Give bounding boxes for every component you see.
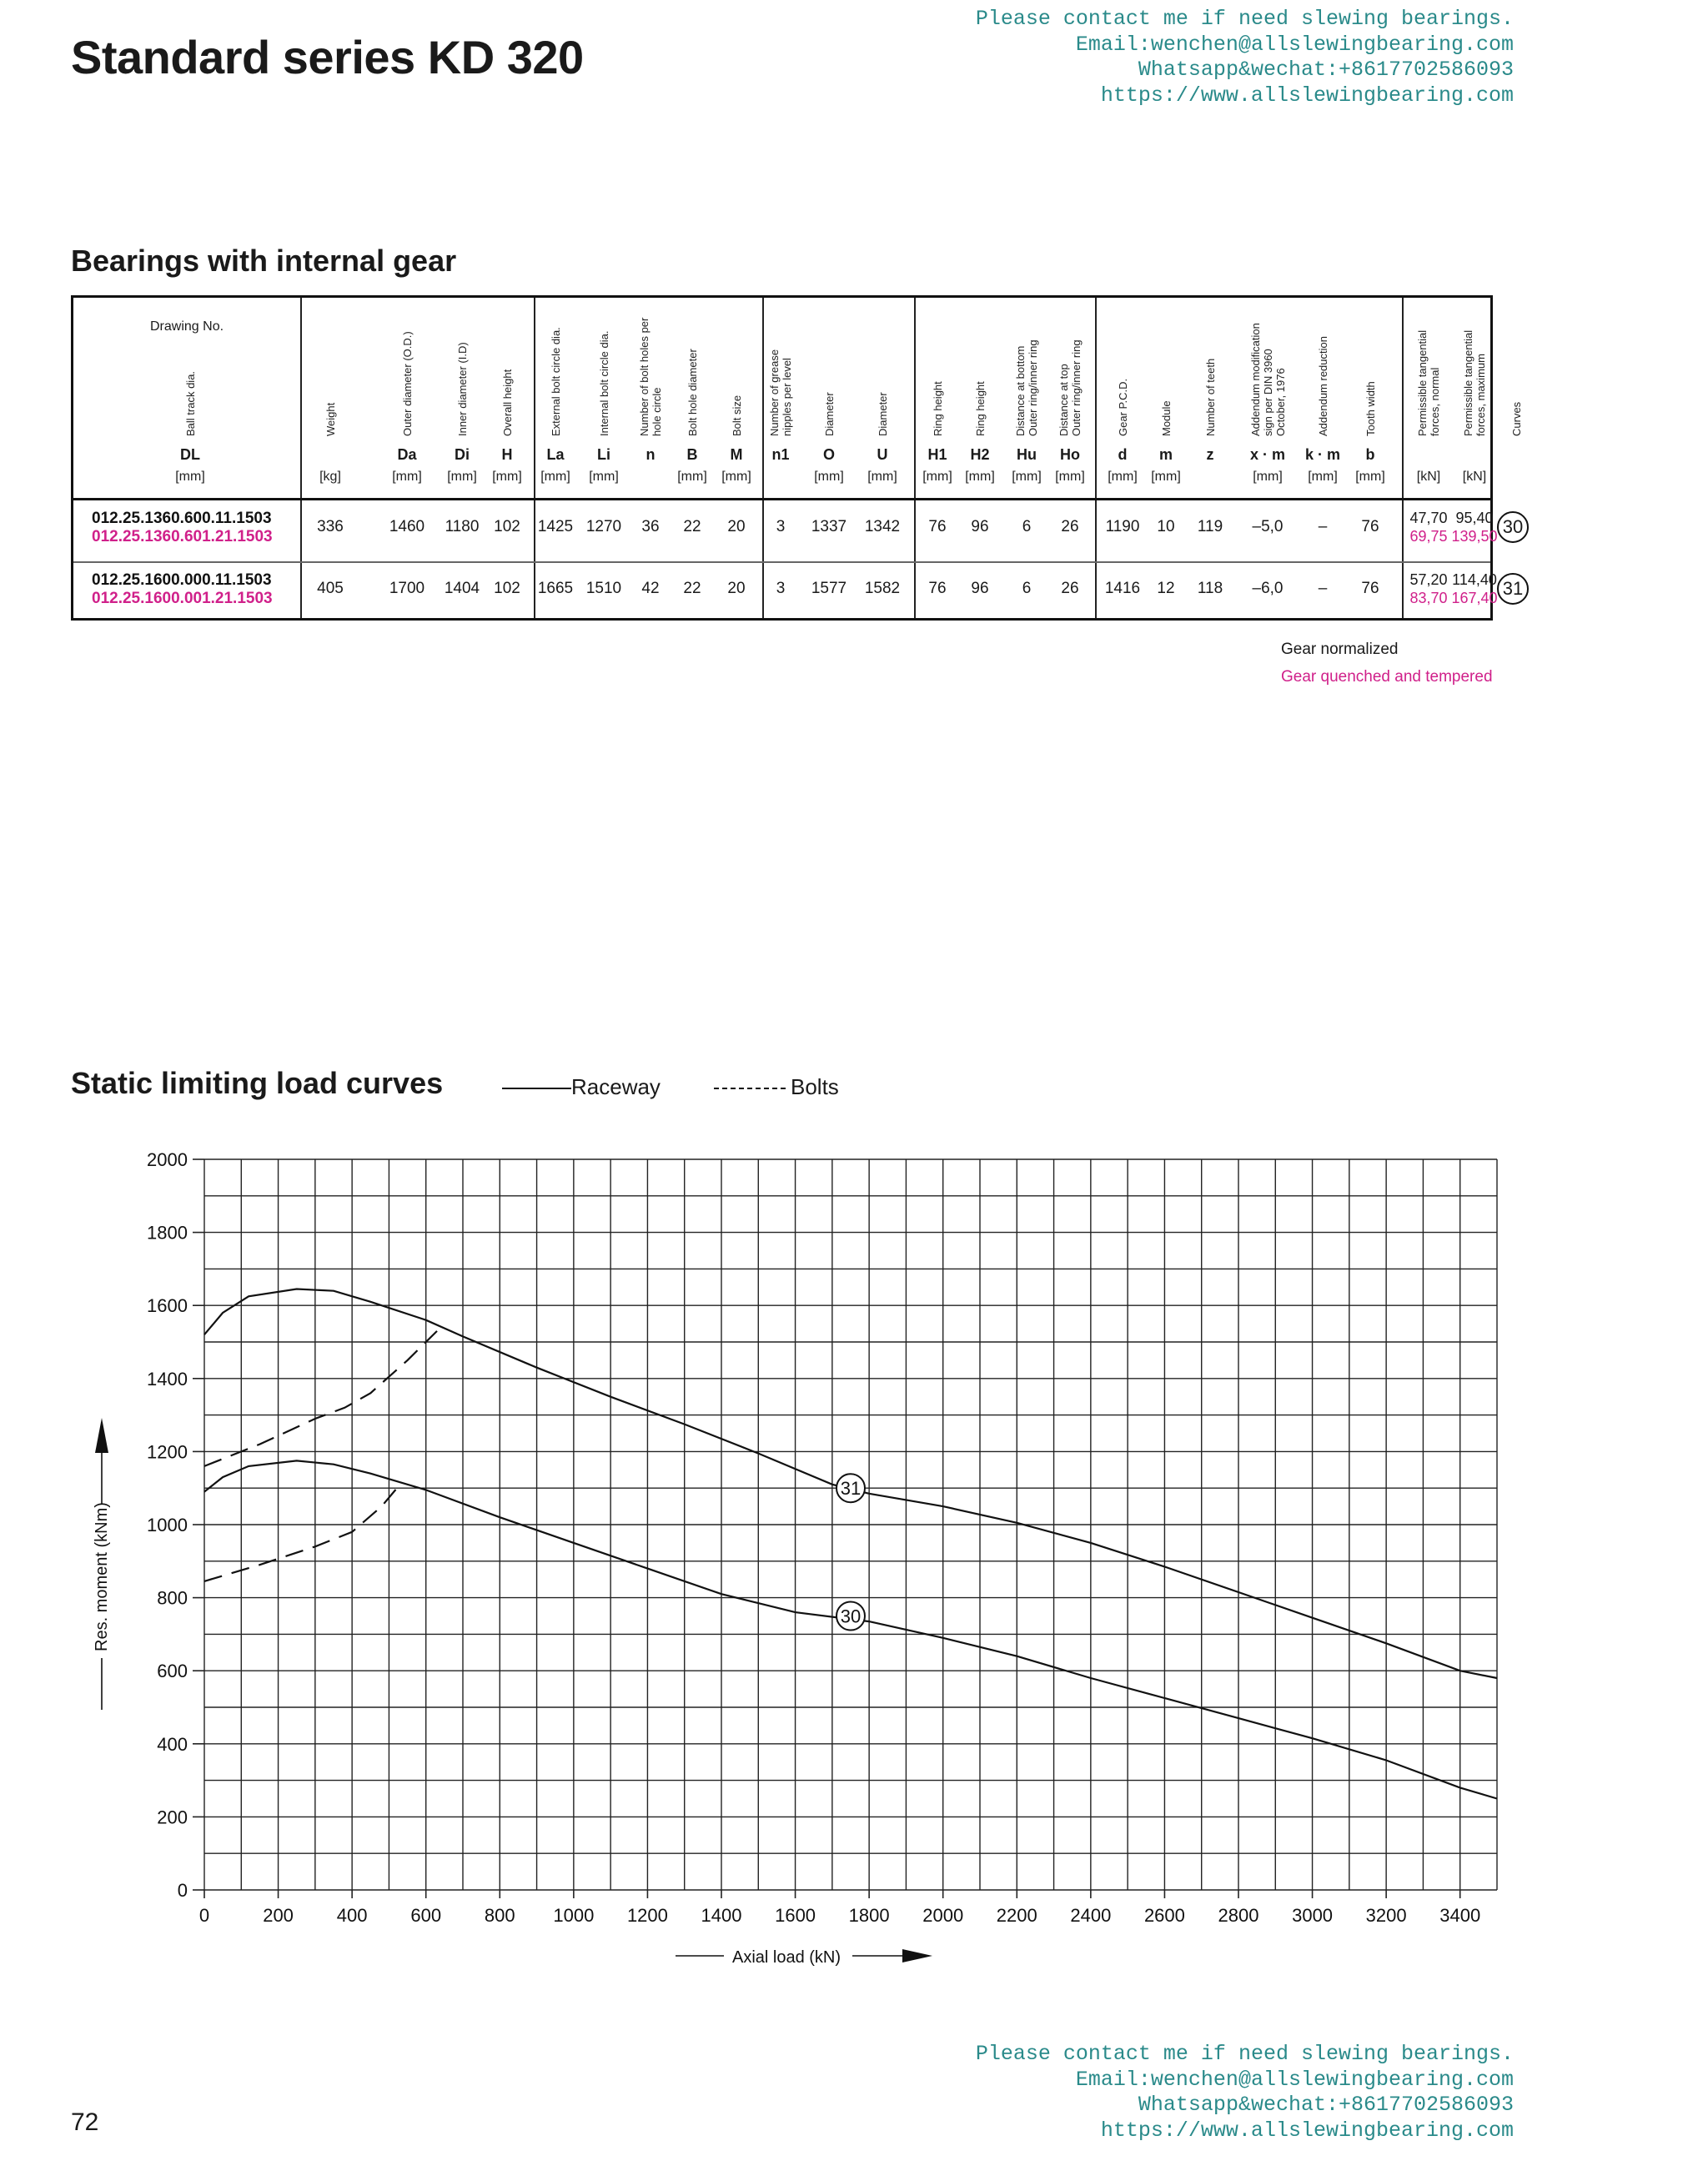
series-bolts-line bbox=[204, 1331, 437, 1466]
page-title: Standard series KD 320 bbox=[71, 31, 584, 83]
column-header-symbol: La bbox=[546, 446, 565, 463]
table-cell: 1510 bbox=[585, 580, 622, 597]
x-tick-label: 1200 bbox=[626, 1905, 668, 1926]
x-axis-arrow-head bbox=[902, 1949, 932, 1962]
column-header-unit: [mm] bbox=[965, 470, 995, 484]
table-cell: 102 bbox=[494, 518, 520, 535]
part-number-normalized: 012.25.1600.000.11.1503 bbox=[92, 571, 272, 589]
chart-title: Static limiting load curves bbox=[71, 1066, 444, 1100]
y-axis-arrow-head bbox=[95, 1418, 108, 1453]
contact-line: Please contact me if need slewing bearings. bbox=[975, 7, 1514, 31]
column-header-desc: Permissible tangential forces, normal bbox=[1416, 329, 1441, 436]
bearing-table bbox=[71, 295, 1524, 621]
column-header-symbol: n1 bbox=[771, 446, 790, 463]
x-tick-label: 2600 bbox=[1143, 1905, 1185, 1926]
table-heading: Bearings with internal gear bbox=[71, 244, 457, 278]
table-cell: 1425 bbox=[537, 518, 574, 535]
table-cell: 1700 bbox=[389, 580, 425, 597]
column-header-desc: Number of bolt holes per hole circle bbox=[638, 317, 663, 436]
table-cell: 1404 bbox=[444, 580, 480, 597]
column-header-desc: Distance at bottom Outer ring/inner ring bbox=[1014, 339, 1039, 436]
column-header-desc: Gear P.C.D. bbox=[1116, 378, 1129, 436]
table-cell: 22 bbox=[683, 580, 701, 597]
column-header-symbol: k · m bbox=[1304, 446, 1340, 463]
contact-url: https://www.allslewingbearing.com bbox=[1100, 83, 1514, 108]
column-header-desc: Bolt hole diameter bbox=[686, 349, 699, 436]
table-cell: 26 bbox=[1061, 580, 1079, 597]
column-header-symbol: Hu bbox=[1017, 446, 1037, 463]
table-cell: 76 bbox=[1361, 580, 1379, 597]
column-header-unit: [mm] bbox=[540, 470, 570, 484]
table-cell: – bbox=[1318, 518, 1328, 535]
x-tick-label: 1800 bbox=[848, 1905, 890, 1926]
curve-reference-badge: 30 bbox=[1497, 511, 1529, 543]
column-header-unit: [mm] bbox=[175, 470, 205, 484]
table-cell: 119 bbox=[1197, 518, 1223, 535]
tangential-force-quenched: 167,40 bbox=[1451, 590, 1498, 606]
column-header-symbol: O bbox=[822, 446, 835, 463]
note-gear-quenched: Gear quenched and tempered bbox=[1281, 668, 1493, 686]
table-cell: 6 bbox=[1022, 580, 1032, 597]
column-header-desc: Number of teeth bbox=[1203, 358, 1217, 436]
column-header-desc: Addendum reduction bbox=[1316, 336, 1329, 436]
column-header-desc: Permissible tangential forces, maximum bbox=[1462, 329, 1487, 436]
table-row-divider bbox=[73, 498, 1490, 500]
part-number-quenched: 012.25.1360.601.21.1503 bbox=[92, 528, 273, 545]
table-cell: – bbox=[1318, 580, 1328, 597]
table-cell: 3 bbox=[776, 580, 786, 597]
table-cell: 20 bbox=[727, 518, 746, 535]
table-cell: 36 bbox=[641, 518, 660, 535]
column-header-unit: [kg] bbox=[319, 470, 341, 484]
table-cell: 96 bbox=[971, 580, 989, 597]
table-cell: 1190 bbox=[1105, 518, 1140, 535]
column-header-desc: Ring height bbox=[931, 381, 944, 436]
part-number-normalized: 012.25.1360.600.11.1503 bbox=[92, 510, 272, 527]
table-cell: 20 bbox=[727, 580, 746, 597]
tangential-force-quenched: 69,75 bbox=[1409, 528, 1448, 545]
column-header-unit: [kN] bbox=[1462, 470, 1487, 484]
contact-block-top bbox=[976, 7, 1514, 108]
drawing-no-label: Drawing No. bbox=[150, 319, 224, 334]
table-cell: 42 bbox=[641, 580, 660, 597]
column-header-unit: [mm] bbox=[1055, 470, 1085, 484]
legend-solid-line bbox=[502, 1088, 571, 1089]
x-tick-label: 3000 bbox=[1292, 1905, 1334, 1926]
x-tick-label: 1400 bbox=[701, 1905, 742, 1926]
table-cell: 118 bbox=[1197, 580, 1223, 597]
column-header-unit: [mm] bbox=[922, 470, 952, 484]
column-header-desc: Number of grease nipples per level bbox=[768, 349, 793, 436]
table-cell: 10 bbox=[1157, 518, 1175, 535]
column-header-symbol: Di bbox=[455, 446, 470, 463]
column-header-unit: [mm] bbox=[1012, 470, 1042, 484]
tangential-force-normal: 114,40 bbox=[1452, 571, 1497, 588]
column-header-desc: Addendum modification sign per DIN 3960 October, 1976 bbox=[1248, 323, 1287, 436]
table-cell: 22 bbox=[683, 518, 701, 535]
y-tick-label: 1800 bbox=[147, 1222, 188, 1244]
table-cell: 96 bbox=[971, 518, 989, 535]
column-header-desc: Outer diameter (O.D.) bbox=[400, 331, 414, 436]
column-header-symbol: H2 bbox=[970, 446, 990, 463]
table-cell: 76 bbox=[928, 580, 947, 597]
legend-dashed-line bbox=[714, 1088, 786, 1089]
curve-label: 30 bbox=[840, 1606, 862, 1627]
table-column-divider bbox=[1095, 298, 1097, 618]
column-header-unit: [mm] bbox=[814, 470, 844, 484]
curve-label: 31 bbox=[840, 1478, 862, 1500]
column-header-unit: [mm] bbox=[1308, 470, 1338, 484]
table-cell: 12 bbox=[1157, 580, 1175, 597]
page-number: 72 bbox=[71, 2108, 99, 2136]
table-column-divider bbox=[300, 298, 302, 618]
column-header-desc: Module bbox=[1159, 400, 1173, 436]
column-header-symbol: H1 bbox=[927, 446, 947, 463]
column-header-symbol: n bbox=[646, 446, 656, 463]
load-curve-chart bbox=[0, 1118, 1708, 1993]
legend-bolts-label: Bolts bbox=[791, 1074, 839, 1099]
column-header-unit: [mm] bbox=[677, 470, 707, 484]
table-cell: 1180 bbox=[445, 518, 480, 535]
table-cell: 1665 bbox=[537, 580, 574, 597]
tangential-force-quenched: 139,50 bbox=[1451, 528, 1498, 545]
column-header-symbol: z bbox=[1206, 446, 1214, 463]
column-header-unit: [mm] bbox=[1355, 470, 1385, 484]
y-axis-label: Res. moment (kNm) bbox=[93, 1502, 111, 1651]
column-header-symbol: b bbox=[1365, 446, 1375, 463]
series-bolts-line bbox=[204, 1485, 400, 1581]
column-header-desc: Curves bbox=[1510, 401, 1523, 436]
column-header-desc: Overall height bbox=[500, 369, 514, 436]
y-tick-label: 800 bbox=[157, 1587, 188, 1609]
table-cell: 1460 bbox=[389, 518, 425, 535]
column-header-unit: [mm] bbox=[721, 470, 751, 484]
column-header-unit: [mm] bbox=[1108, 470, 1138, 484]
column-header-symbol: DL bbox=[180, 446, 200, 463]
column-header-unit: [mm] bbox=[589, 470, 619, 484]
table-column-divider bbox=[1402, 298, 1404, 618]
column-header-unit: [kN] bbox=[1416, 470, 1441, 484]
column-header-desc: Weight bbox=[324, 402, 337, 436]
column-header-desc: Inner diameter (I.D) bbox=[455, 342, 469, 436]
column-header-desc: Diameter bbox=[822, 392, 836, 436]
y-tick-label: 200 bbox=[157, 1807, 188, 1828]
table-cell: 102 bbox=[494, 580, 520, 597]
x-tick-label: 200 bbox=[263, 1905, 294, 1926]
tangential-force-quenched: 83,70 bbox=[1409, 590, 1448, 606]
x-tick-label: 2000 bbox=[922, 1905, 964, 1926]
column-header-desc: Internal bolt circle dia. bbox=[597, 330, 610, 436]
curve-reference-badge: 31 bbox=[1497, 573, 1529, 605]
column-header-unit: [mm] bbox=[1151, 470, 1181, 484]
note-gear-normalized: Gear normalized bbox=[1281, 641, 1399, 658]
x-tick-label: 3200 bbox=[1365, 1905, 1407, 1926]
column-header-unit: [mm] bbox=[392, 470, 422, 484]
column-header-symbol: x · m bbox=[1249, 446, 1285, 463]
x-tick-label: 1600 bbox=[775, 1905, 816, 1926]
column-header-symbol: m bbox=[1158, 446, 1173, 463]
y-tick-label: 0 bbox=[177, 1880, 188, 1901]
column-header-symbol: U bbox=[877, 446, 888, 463]
column-header-desc: External bolt circle dia. bbox=[549, 327, 562, 436]
table-row-divider bbox=[73, 561, 1490, 563]
table-cell: 1270 bbox=[585, 518, 622, 535]
x-tick-label: 1000 bbox=[553, 1905, 595, 1926]
column-header-symbol: Da bbox=[397, 446, 417, 463]
table-cell: 26 bbox=[1061, 518, 1079, 535]
y-tick-label: 1400 bbox=[147, 1368, 188, 1390]
y-tick-label: 2000 bbox=[147, 1149, 188, 1170]
table-cell: 6 bbox=[1022, 518, 1032, 535]
contact-url: https://www.allslewingbearing.com bbox=[1100, 2118, 1514, 2143]
column-header-desc: Tooth width bbox=[1364, 381, 1377, 436]
tangential-force-normal: 95,40 bbox=[1455, 510, 1494, 526]
x-axis-label: Axial load (kN) bbox=[732, 1948, 841, 1967]
x-tick-label: 2800 bbox=[1218, 1905, 1259, 1926]
table-cell: 1337 bbox=[811, 518, 847, 535]
column-header-desc: Distance at top Outer ring/inner ring bbox=[1057, 339, 1083, 436]
table-cell: 1577 bbox=[811, 580, 847, 597]
column-header-symbol: d bbox=[1118, 446, 1128, 463]
table-cell: –6,0 bbox=[1252, 580, 1284, 597]
column-header-symbol: B bbox=[686, 446, 698, 463]
column-header-unit: [mm] bbox=[1253, 470, 1283, 484]
column-header-unit: [mm] bbox=[867, 470, 897, 484]
table-cell: 3 bbox=[776, 518, 786, 535]
contact-email: Email:wenchen@allslewingbearing.com bbox=[1075, 2067, 1514, 2092]
x-tick-label: 3400 bbox=[1439, 1905, 1481, 1926]
column-header-desc: Bolt size bbox=[730, 395, 743, 436]
tangential-force-normal: 47,70 bbox=[1409, 510, 1448, 526]
table-cell: 76 bbox=[928, 518, 947, 535]
table-cell: 1582 bbox=[864, 580, 901, 597]
contact-block-bottom bbox=[976, 2042, 1514, 2143]
contact-phone: Whatsapp&wechat:+8617702586093 bbox=[1138, 58, 1514, 82]
y-tick-label: 600 bbox=[157, 1661, 188, 1682]
table-cell: 1416 bbox=[1104, 580, 1141, 597]
y-tick-label: 1000 bbox=[147, 1515, 188, 1535]
y-tick-label: 1200 bbox=[147, 1441, 188, 1463]
x-tick-label: 800 bbox=[484, 1905, 515, 1926]
x-tick-label: 0 bbox=[198, 1905, 210, 1926]
column-header-symbol: Ho bbox=[1060, 446, 1080, 463]
table-cell: 76 bbox=[1361, 518, 1379, 535]
x-tick-label: 600 bbox=[410, 1905, 442, 1926]
y-tick-label: 400 bbox=[157, 1733, 188, 1755]
column-header-symbol: Li bbox=[597, 446, 610, 463]
x-tick-label: 2200 bbox=[996, 1905, 1037, 1926]
table-cell: 336 bbox=[317, 518, 344, 535]
y-tick-label: 1600 bbox=[147, 1295, 188, 1317]
x-tick-label: 400 bbox=[336, 1905, 368, 1926]
column-header-symbol: H bbox=[501, 446, 513, 463]
column-header-desc: Ring height bbox=[973, 381, 987, 436]
legend-raceway bbox=[502, 1074, 661, 1100]
column-header-unit: [mm] bbox=[492, 470, 522, 484]
column-header-unit: [mm] bbox=[447, 470, 477, 484]
column-header-desc: Diameter bbox=[876, 392, 889, 436]
table-cell: –5,0 bbox=[1252, 518, 1284, 535]
x-tick-label: 2400 bbox=[1070, 1905, 1112, 1926]
contact-line: Please contact me if need slewing bearings. bbox=[975, 2042, 1514, 2066]
part-number-quenched: 012.25.1600.001.21.1503 bbox=[92, 590, 273, 607]
table-cell: 405 bbox=[317, 580, 344, 597]
tangential-force-normal: 57,20 bbox=[1409, 571, 1448, 588]
column-header-symbol: M bbox=[730, 446, 743, 463]
contact-email: Email:wenchen@allslewingbearing.com bbox=[1075, 32, 1514, 57]
legend-bolts bbox=[714, 1074, 839, 1100]
column-header-desc: Ball track dia. bbox=[183, 370, 197, 436]
legend-raceway-label: Raceway bbox=[571, 1074, 661, 1099]
contact-phone: Whatsapp&wechat:+8617702586093 bbox=[1138, 2093, 1514, 2117]
table-cell: 1342 bbox=[864, 518, 901, 535]
